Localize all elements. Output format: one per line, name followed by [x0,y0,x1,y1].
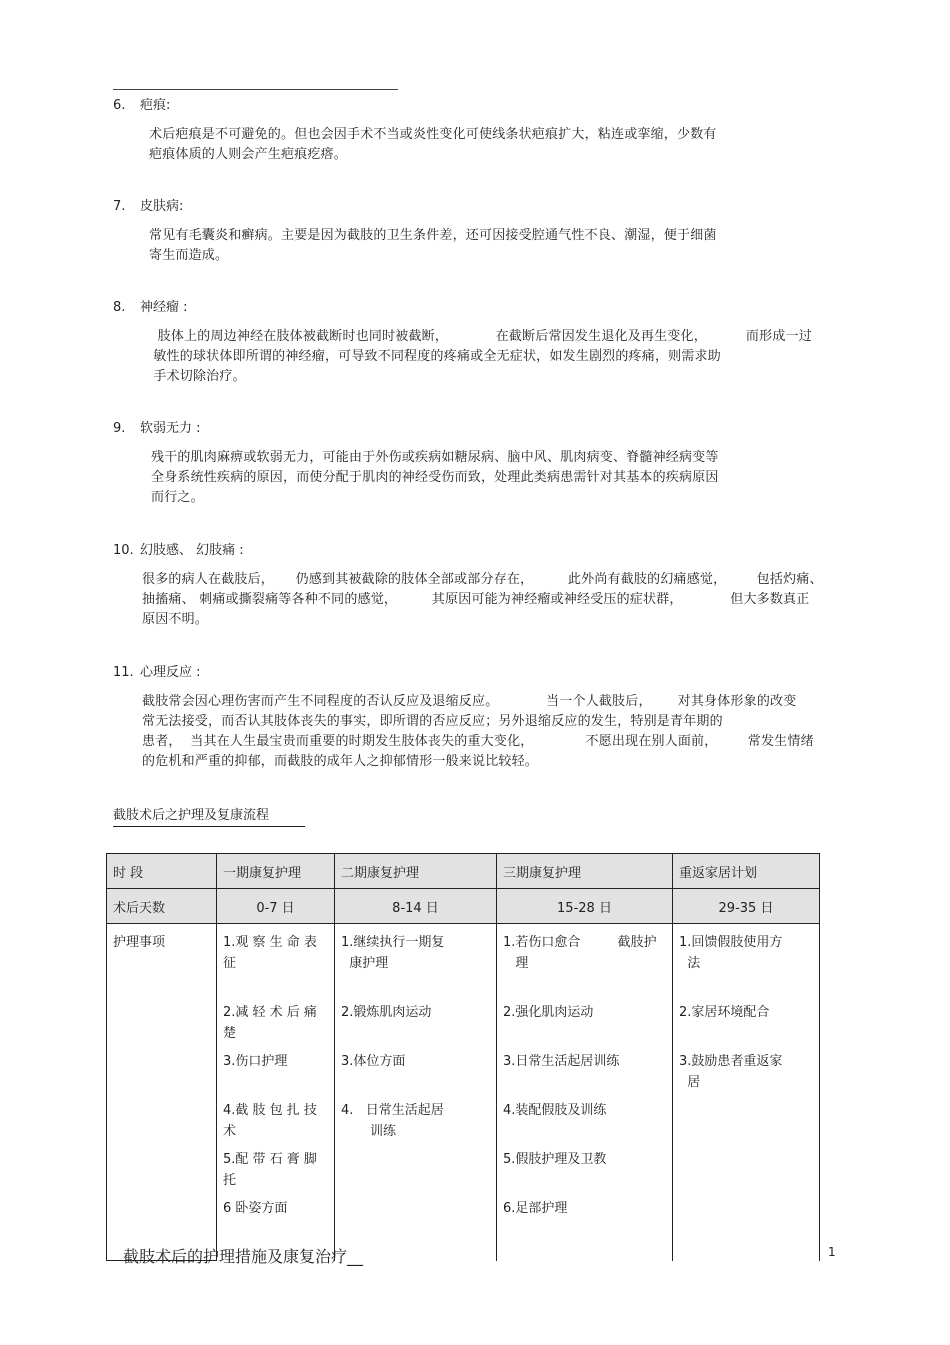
list-item: 2.锻炼肌肉运动 [341,1005,432,1020]
section-scar [113,96,833,165]
table-caption: 截肢术后之护理及复康流程 [113,808,270,823]
header-cell: 一期康复护理 [217,854,335,889]
section-body: 很多的病人在截肢后， 仍感到其被截除的肢体全部或部分存在， 此外尚有截肢的幻痛感觉， 包括灼痛、 抽搐痛、 刺痛或撕裂痛等各种不同的感觉， 其原因可能为神经瘤或神经受压的症状群， 但大多数真正 原因不明。 [142,572,823,627]
section-heading: 10. 幻肢感、 幻肢痛 : [113,543,244,558]
list-item: 1.回馈假肢使用方 法 [679,935,783,971]
list-item: 2.家居环境配合 [679,1005,770,1020]
items-cell-phase1 [217,924,335,1261]
list-item: 2.减 轻 术 后 痛 楚 [223,1005,317,1041]
list-item: 3.鼓励患者重返家 居 [679,1054,783,1090]
page-number: 1 [828,1245,836,1259]
section-heading: 9. 软弱无力 : [113,421,201,436]
list-item: 4. 日常生活起居 训练 [341,1103,444,1139]
top-rule [113,89,398,90]
section-heading: 8. 神经瘤 : [113,300,188,315]
list-item: 1.观 察 生 命 表 征 [223,935,317,971]
list-item: 1.继续执行一期复 康护理 [341,935,445,971]
section-neuroma [113,298,833,387]
list-item: 2.强化肌肉运动 [503,1005,594,1020]
days-cell: 0-7 日 [217,889,335,924]
section-heading: 6. 疤痕: [113,98,171,113]
header-cell: 时 段 [107,854,217,889]
list-item: 3.伤口护理 [223,1054,288,1069]
header-cell: 重返家居计划 [673,854,820,889]
section-heading: 7. 皮肤病: [113,199,184,214]
list-item: 4.截 肢 包 扎 技 术 [223,1103,317,1139]
header-cell: 三期康复护理 [497,854,673,889]
section-phantom-limb [113,541,833,630]
list-item: 1.若伤口愈合 截肢护 理 [503,935,657,971]
section-body: 残干的肌肉麻痹或软弱无力，可能由于外伤或疾病如糖尿病、脑中风、肌肉病变、脊髓神经病变等 全身系统性疾病的原因，而使分配于肌肉的神经受伤而致，处理此类病患需针对其基本的疾病原因 而行之。 [151,450,719,505]
list-item: 6 卧姿方面 [223,1201,288,1216]
table-items-row [107,924,820,1261]
items-cell-phase2 [335,924,497,1261]
items-label-cell: 护理事项 [107,924,217,1261]
list-item: 5.假肢护理及卫教 [503,1152,607,1167]
section-body: 肢体上的周边神经在肢体被截断时也同时被截断， 在截断后常因发生退化及再生变化， 而形成一过 敏性的球状体即所谓的神经瘤，可导致不同程度的疼痛或全无症状，如发生剧烈的疼痛，则需求助 手术切除治疗。 [153,329,812,384]
list-item: 5.配 带 石 膏 脚 托 [223,1152,317,1188]
list-item: 3.日常生活起居训练 [503,1054,620,1069]
list-item: 3.体位方面 [341,1054,406,1069]
days-cell: 29-35 日 [673,889,820,924]
list-item: 6.足部护理 [503,1201,568,1216]
items-cell-phase3 [497,924,673,1261]
section-skin-disease [113,197,833,266]
list-item: 4.装配假肢及训练 [503,1103,607,1118]
days-cell: 15-28 日 [497,889,673,924]
header-cell: 二期康复护理 [335,854,497,889]
caption-underline [113,826,305,827]
days-cell: 8-14 日 [335,889,497,924]
section-weakness [113,419,833,508]
section-psychological [113,663,833,772]
days-label-cell: 术后天数 [107,889,217,924]
section-heading: 11. 心理反应 : [113,665,201,680]
section-body: 术后疤痕是不可避免的。但也会因手术不当或炎性变化可使线条状疤痕扩大，粘连或挛缩，少数有 疤痕体质的人则会产生疤痕疙瘩。 [149,127,717,162]
footer-title: 截肢术后的护理措施及康复治疗__ [123,1247,364,1266]
table-header-row [107,854,820,889]
table-days-row [107,889,820,924]
section-body: 常见有毛囊炎和癣病。主要是因为截肢的卫生条件差，还可因接受腔通气性不良、潮湿，便于细菌 寄生而造成。 [149,228,717,263]
rehab-plan-table [106,853,820,1261]
section-body: 截肢常会因心理伤害而产生不同程度的否认反应及退缩反应。 当一个人截肢后， 对其身体形象的改变 常无法接受，而否认其肢体丧失的事实，即所谓的否应反应；另外退缩反应的发生，特别是青年期的 患者， 当其在人生最宝贵而重要的时期发生肢体丧失的重大变化， 不愿出现在别人面前， 常发生情绪 的危机和严重的抑郁，而截肢的成年人之抑郁情形一般来说比较轻。 [142,694,814,769]
items-cell-home [673,924,820,1261]
